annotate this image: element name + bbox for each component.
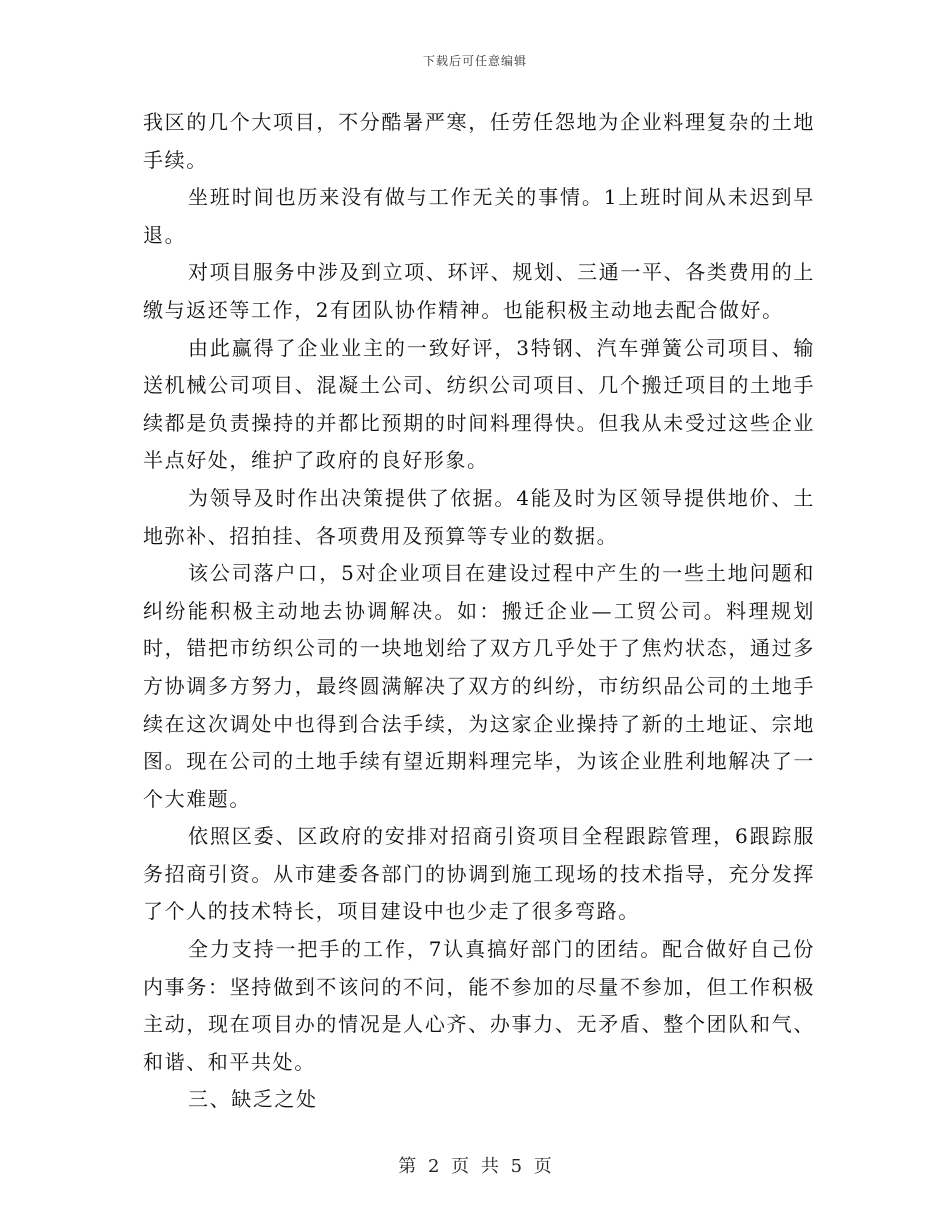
- paragraph-8: 全力支持一把手的工作，7认真搞好部门的团结。配合做好自己份内事务：坚持做到不该问的不问，能不参加的尽量不参加，但工作积极主动，现在项目办的情况是人心齐、办事力、无矛盾、整个团队和气、和谐、和平共处。: [143, 937, 815, 1074]
- paragraph-5: 为领导及时作出决策提供了依据。4能及时为区领导提供地价、土地弥补、招拍挂、各项费用及预算等专业的数据。: [143, 485, 815, 548]
- paragraph-4: 由此赢得了企业业主的一致好评，3特钢、汽车弹簧公司项目、输送机械公司项目、混凝土公司、纺织公司项目、几个搬迁项目的土地手续都是负责操持的并都比预期的时间料理得快。但我从未受过这些企业半点好处，维护了政府的良好形象。: [143, 335, 815, 473]
- paragraph-6: 该公司落户口，5对企业项目在建设过程中产生的一些土地问题和纠纷能积极主动地去协调解决。如：搬迁企业—工贸公司。料理规划时，错把市纺织公司的一块地划给了双方几乎处于了焦灼状态，通过多方协调多方努力，最终圆满解决了双方的纠纷，市纺织品公司的土地手续在这次调处中也得到合法手续，为这家企业操持了新的土地证、宗地图。现在公司的土地手续有望近期料理完毕，为该企业胜利地解决了一个大难题。: [143, 561, 815, 811]
- paragraph-1: 我区的几个大项目，不分酷暑严寒，任劳任怨地为企业料理复杂的土地手续。: [143, 110, 815, 172]
- paragraph-7: 依照区委、区政府的安排对招商引资项目全程跟踪管理，6跟踪服务招商引资。从市建委各部门的协调到施工现场的技术指导，充分发挥了个人的技术特长，项目建设中也少走了很多弯路。: [143, 824, 815, 924]
- page-footer: 第 2 页 共 5 页: [398, 1156, 552, 1177]
- paragraph-2: 坐班时间也历来没有做与工作无关的事情。1上班时间从未迟到早退。: [143, 185, 815, 247]
- section-heading: 三、缺乏之处: [188, 1087, 318, 1112]
- page-header: 下载后可任意编辑: [422, 54, 527, 68]
- paragraph-3: 对项目服务中涉及到立项、环评、规划、三通一平、各类费用的上缴与返还等工作，2有团队协作精神。也能积极主动地去配合做好。: [143, 260, 815, 322]
- document-body: [143, 104, 815, 1119]
